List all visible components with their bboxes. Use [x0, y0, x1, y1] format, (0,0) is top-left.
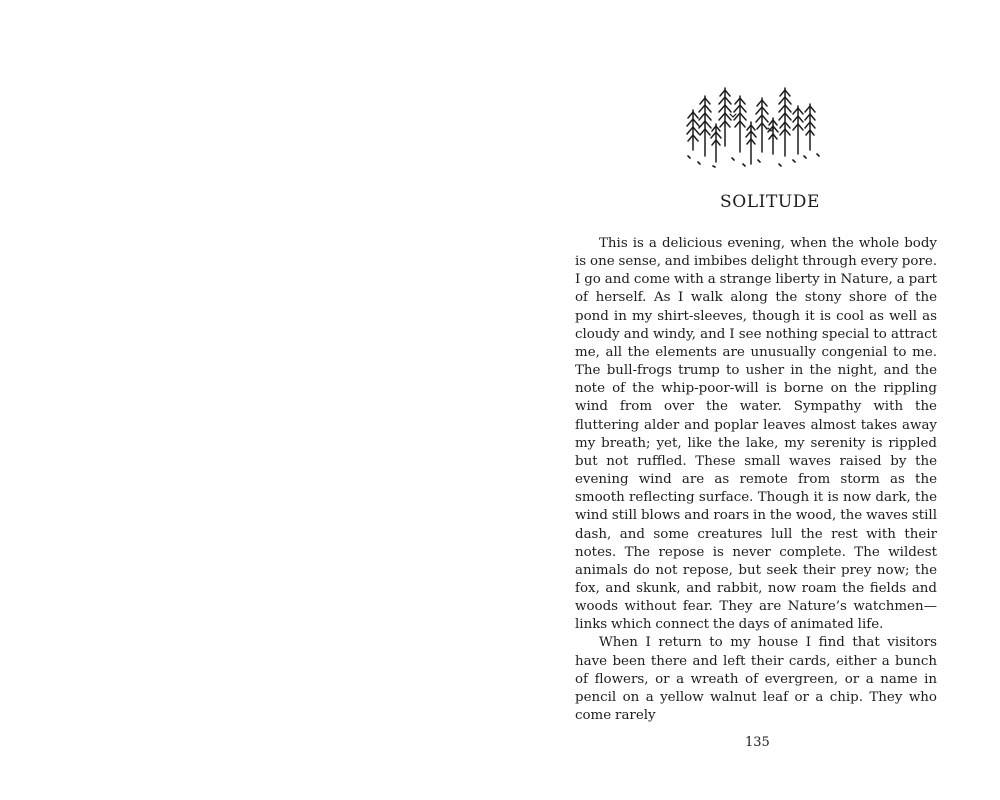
pine-tree-icon	[756, 98, 768, 152]
pine-tree-icon	[687, 110, 699, 150]
bird-icon	[730, 114, 736, 117]
pine-tree-icon	[711, 124, 721, 162]
right-page	[500, 0, 1000, 800]
pine-tree-icon	[699, 96, 711, 156]
pine-forest-icon	[685, 84, 825, 168]
pine-tree-icon	[793, 106, 803, 154]
page-number: 135	[745, 735, 770, 750]
pine-tree-icon	[779, 88, 791, 156]
paragraph: This is a delicious evening, when the whole body is one sense, and imbibes delight through every pore. I go and come with a strange liberty in Nature, a part of herself. As I walk along the stony shore of the pond in my shirt-sleeves, though it is cool as well as cloudy and windy, and I see nothing special to attract me, all the elements are unusually congenial to me. The bull-frogs trump to usher in the night, and the note of the whip-poor-will is borne on the rippling wind from over the water. Sympathy with the fluttering alder and poplar leaves almost takes away my breath; yet, like the lake, my serenity is rippled but not ruffled. These small waves raised by the evening wind are as remote from storm as the smooth reflecting surface. Though it is now dark, the wind still blows and roars in the wood, the waves still dash, and some creatures lull the rest with their notes. The repose is never complete. The wildest animals do not repose, but seek their prey now; the fox, and skunk, and rabbit, now roam the fields and woods without fear. They are Nature’s watchmen—links which connect the days of animated life.	[575, 236, 937, 633]
pine-tree-icon	[805, 104, 815, 150]
chapter-title: SOLITUDE	[719, 192, 821, 212]
body-text	[575, 235, 937, 725]
paragraph: When I return to my house I find that visitors have been there and left their cards, either a bunch of flowers, or a wreath of evergreen, or a name in pencil on a yellow walnut leaf or a chip. They who come rarely	[575, 635, 937, 724]
pine-tree-icon	[746, 122, 756, 164]
ground-marks	[688, 154, 819, 167]
pine-tree-icon	[768, 118, 778, 154]
pine-tree-icon	[734, 96, 746, 152]
